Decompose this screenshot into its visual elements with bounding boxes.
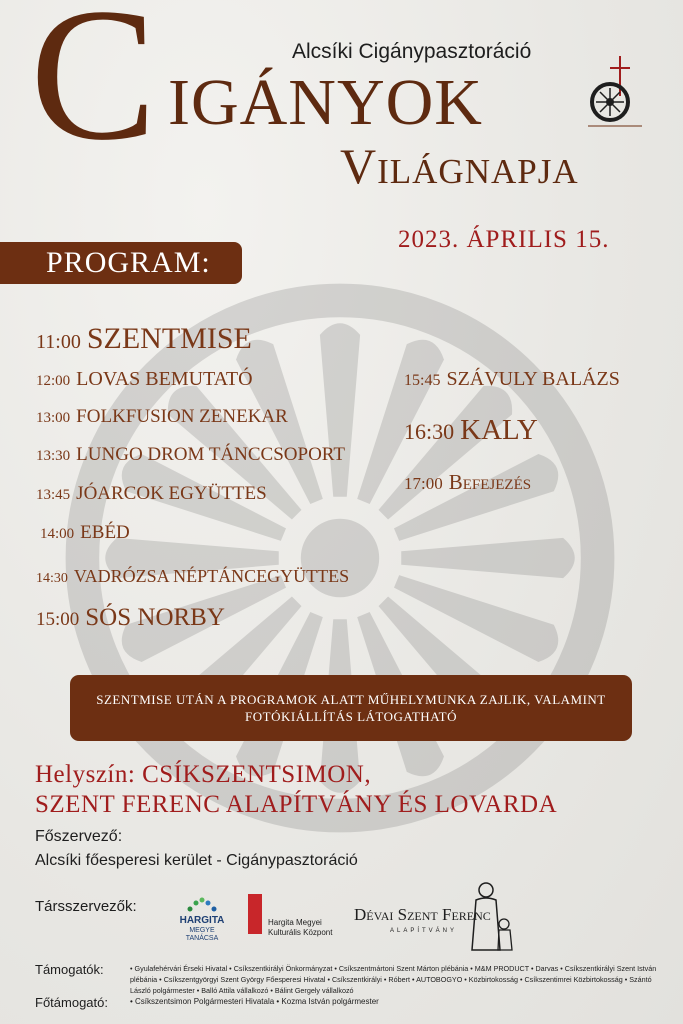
wheel-spoke xyxy=(401,538,575,578)
pastoral-logo-icon xyxy=(580,52,648,132)
program-item: 15:00 SÓS NORBY xyxy=(36,604,225,631)
hmkk-logo-text xyxy=(268,918,332,938)
hargita-county-logo xyxy=(176,895,228,945)
hmkk-logo-icon xyxy=(248,894,262,934)
program-item: 16:30 KALY xyxy=(404,414,538,446)
program-item: 13:00 FOLKFUSION ZENEKAR xyxy=(36,406,288,427)
program-item: 13:45 JÓARCOK EGYÜTTES xyxy=(36,483,267,504)
workshop-note-text: SZENTMISE UTÁN A PROGRAMOK ALATT MŰHELYMUNKA ZAJLIK, VALAMINT FOTÓKIÁLLÍTÁS LÁTOGATHATÓ xyxy=(96,692,606,724)
program-label: PROGRAM: xyxy=(46,246,211,279)
program-item: 14:30 VADRÓZSA NÉPTÁNCEGYÜTTES xyxy=(36,566,350,586)
hmkk-line-1: Hargita Megyei xyxy=(268,918,322,927)
supporters-label: Támogatók: xyxy=(35,962,104,977)
program-item: 13:30 LUNGO DROM TÁNCCSOPORT xyxy=(36,444,345,465)
program-item: 17:00 Befejezés xyxy=(404,470,532,494)
venue-line-1: Helyszín: CSÍKSZENTSIMON, xyxy=(35,761,372,788)
page-subtitle: Világnapja xyxy=(340,138,579,194)
hargita-sub: MEGYE TANÁCSA xyxy=(185,927,219,942)
co-organizers-label: Társszervezők: xyxy=(35,898,137,915)
hmkk-line-2: Kulturális Központ xyxy=(268,928,333,937)
workshop-note-box xyxy=(70,675,632,741)
program-item: 12:00 LOVAS BEMUTATÓ xyxy=(36,368,253,390)
hargita-dots-icon xyxy=(176,895,228,915)
venue-block xyxy=(35,760,557,820)
main-supporter-text: • Csíkszentsimon Polgármesteri Hivatala • Kozma István polgármester xyxy=(130,997,379,1006)
event-date: 2023. ÁPRILIS 15. xyxy=(398,226,610,253)
organizer-top-text: Alcsíki Cigánypasztoráció xyxy=(292,40,532,63)
main-supporter-label: Főtámogató: xyxy=(35,995,108,1010)
main-organizer-value: Alcsíki főesperesi kerület - Cigánypasztoráció xyxy=(35,852,358,869)
program-banner xyxy=(0,242,242,284)
wheel-spoke xyxy=(320,323,360,497)
program-item: 15:45 SZÁVULY BALÁZS xyxy=(404,368,620,390)
devai-foundation-sub: ALAPÍTVÁNY xyxy=(390,928,458,934)
program-item: 11:00 SZENTMISE xyxy=(36,322,252,355)
devai-foundation-logo: Dévai Szent Ferenc xyxy=(354,905,491,924)
main-organizer-label: Főszervező: xyxy=(35,828,123,845)
page-title: IGÁNYOK xyxy=(168,66,483,139)
roma-wheel-watermark-icon xyxy=(60,278,620,838)
program-item: 14:00 EBÉD xyxy=(40,522,130,543)
venue-line-2: SZENT FERENC ALAPÍTVÁNY ÉS LOVARDA xyxy=(35,791,558,818)
supporters-text: • Gyulafehérvári Érseki Hivatal • Csíkszentkirályi Önkormányzat • Csíkszentmártoni Szent Márton plébánia • M&M PRODUCT • Darvas • Csíkszentkirályi Szent István plébánia • Csíkszentgyörgyi Szent György Főesperesi Hivatal • Csíkszentkirályi • Róbert • AUTOBOGYO • Közbirtokosság • Csíkszentimrei Közbirtokosság • Szántó László polgármester • Balló Attila vállalkozó • Bálint Gergely vállalkozó xyxy=(130,964,657,995)
hargita-name: HARGITA xyxy=(179,915,225,926)
title-initial: C xyxy=(30,0,157,180)
saint-francis-figure-icon xyxy=(466,880,516,956)
